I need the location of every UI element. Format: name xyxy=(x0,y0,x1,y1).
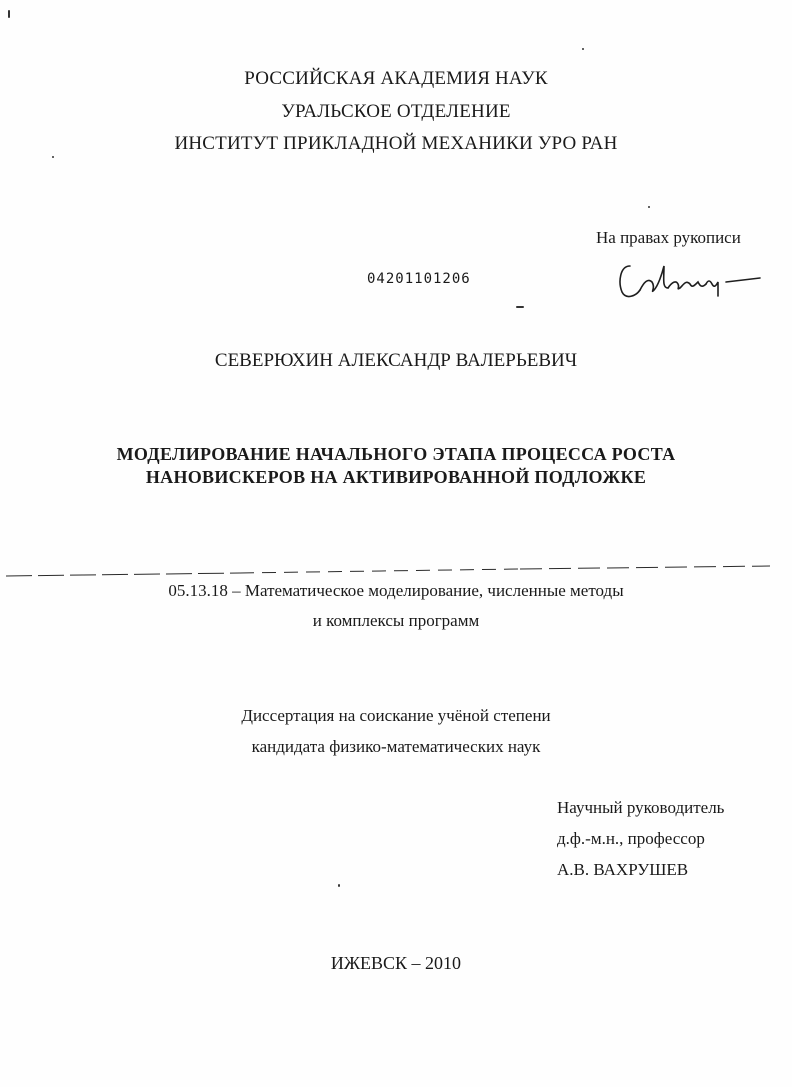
organization-line-3: ИНСТИТУТ ПРИКЛАДНОЙ МЕХАНИКИ УРО РАН xyxy=(174,133,618,154)
supervisor-role: Научный руководитель xyxy=(557,798,725,817)
dissertation-title-line-2: НАНОВИСКЕРОВ НА АКТИВИРОВАННОЙ ПОДЛОЖКЕ xyxy=(145,467,647,487)
dashed-divider xyxy=(0,560,792,580)
degree-line-1: Диссертация на соискание учёной степени xyxy=(241,706,551,725)
scan-speck xyxy=(8,10,10,18)
specialty-line-1: 05.13.18 – Математическое моделирование, численные методы xyxy=(168,581,624,600)
handwritten-signature xyxy=(614,252,792,312)
author-name: СЕВЕРЮХИН АЛЕКСАНДР ВАЛЕРЬЕВИЧ xyxy=(214,350,578,371)
specialty-line-2: и комплексы программ xyxy=(312,611,480,630)
manuscript-note: На правах рукописи xyxy=(596,228,741,247)
organization-line-2: УРАЛЬСКОЕ ОТДЕЛЕНИЕ xyxy=(281,101,511,122)
organization-line-1: РОССИЙСКАЯ АКАДЕМИЯ НАУК xyxy=(244,68,548,89)
supervisor-name: А.В. ВАХРУШЕВ xyxy=(557,860,689,879)
scan-speck xyxy=(338,884,340,887)
city-year: ИЖЕВСК – 2010 xyxy=(330,953,462,973)
scan-speck xyxy=(648,206,650,208)
catalog-number: 04201101206 xyxy=(367,271,471,287)
degree-line-2: кандидата физико-математических наук xyxy=(251,737,541,756)
scan-speck xyxy=(52,156,54,158)
scan-speck xyxy=(516,306,524,308)
supervisor-rank: д.ф.-м.н., профессор xyxy=(557,829,705,848)
scan-speck xyxy=(582,48,584,50)
dissertation-title-line-1: МОДЕЛИРОВАНИЕ НАЧАЛЬНОГО ЭТАПА ПРОЦЕССА РОСТА xyxy=(116,444,676,464)
